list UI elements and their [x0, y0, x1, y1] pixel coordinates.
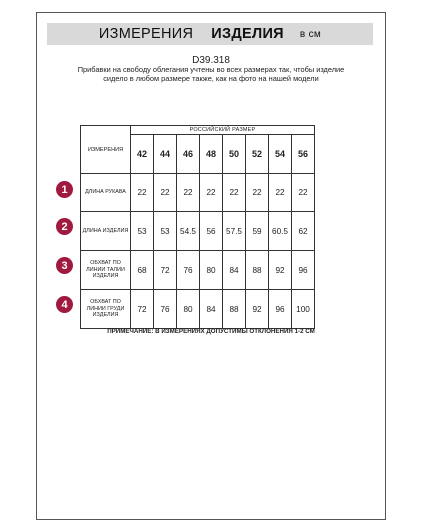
size-cell: 56 — [292, 135, 315, 174]
row-label: ОБХВАТ ПО ЛИНИИ ГРУДИ ИЗДЕЛИЯ — [81, 290, 131, 329]
table-row — [81, 174, 315, 212]
table-cell: 72 — [131, 290, 154, 329]
table-cell: 56 — [200, 212, 223, 251]
size-cell: 48 — [200, 135, 223, 174]
row-number-badge: 1 — [56, 181, 73, 198]
table-cell: 59 — [246, 212, 269, 251]
tolerance-note: ПРИМЕЧАНИЕ: В ИЗМЕРЕНИЯХ ДОПУСТИМЫ ОТКЛОНЕНИЯ 1-2 СМ — [107, 328, 315, 335]
table-cell: 22 — [292, 174, 315, 212]
table-cell: 53 — [131, 212, 154, 251]
table-cell: 60.5 — [269, 212, 292, 251]
table-cell: 22 — [223, 174, 246, 212]
table-cell: 22 — [246, 174, 269, 212]
table-cell: 57.5 — [223, 212, 246, 251]
table-cell: 76 — [154, 290, 177, 329]
size-cell: 46 — [177, 135, 200, 174]
table-cell: 22 — [269, 174, 292, 212]
row-label: ОБХВАТ ПО ЛИНИИ ТАЛИИ ИЗДЕЛИЯ — [81, 251, 131, 290]
table-header-row — [81, 126, 315, 135]
corner-header: ИЗМЕРЕНИЯ — [81, 126, 131, 174]
title-banner — [47, 23, 373, 45]
table-cell: 72 — [154, 251, 177, 290]
row-number-badge: 4 — [56, 296, 73, 313]
size-chart-card — [36, 12, 386, 520]
russian-size-header: РОССИЙСКИЙ РАЗМЕР — [131, 126, 315, 135]
size-cell: 44 — [154, 135, 177, 174]
table-cell: 84 — [200, 290, 223, 329]
table-cell: 84 — [223, 251, 246, 290]
row-number-badge: 2 — [56, 218, 73, 235]
row-label: ДЛИНА ИЗДЕЛИЯ — [81, 212, 131, 251]
table-cell: 62 — [292, 212, 315, 251]
table-cell: 92 — [269, 251, 292, 290]
table-cell: 22 — [154, 174, 177, 212]
table-cell: 53 — [154, 212, 177, 251]
row-number-badge: 3 — [56, 257, 73, 274]
table-cell: 100 — [292, 290, 315, 329]
table-cell: 88 — [246, 251, 269, 290]
fit-description: Прибавки на свободу облегания учтены во всех размерах так, чтобы изделие сидело в любом размере также, как на фото на нашей модели — [77, 65, 345, 83]
article-code: D39.318 — [192, 55, 230, 66]
title-unit: в см — [299, 28, 322, 40]
table-cell: 80 — [177, 290, 200, 329]
table-cell: 22 — [200, 174, 223, 212]
table-cell: 76 — [177, 251, 200, 290]
table-row — [81, 290, 315, 329]
table-cell: 54.5 — [177, 212, 200, 251]
row-label: ДЛИНА РУКАВА — [81, 174, 131, 212]
table-cell: 96 — [292, 251, 315, 290]
table-cell: 22 — [131, 174, 154, 212]
size-cell: 54 — [269, 135, 292, 174]
table-cell: 80 — [200, 251, 223, 290]
table-cell: 96 — [269, 290, 292, 329]
table-row — [81, 251, 315, 290]
table-cell: 88 — [223, 290, 246, 329]
size-cell: 42 — [131, 135, 154, 174]
measurements-table — [80, 125, 315, 329]
table-cell: 92 — [246, 290, 269, 329]
title-measurements: ИЗМЕРЕНИЯ — [98, 26, 194, 42]
table-cell: 68 — [131, 251, 154, 290]
size-cell: 52 — [246, 135, 269, 174]
size-cell: 50 — [223, 135, 246, 174]
title-garment: ИЗДЕЛИЯ — [211, 26, 284, 42]
table-row — [81, 212, 315, 251]
table-cell: 22 — [177, 174, 200, 212]
